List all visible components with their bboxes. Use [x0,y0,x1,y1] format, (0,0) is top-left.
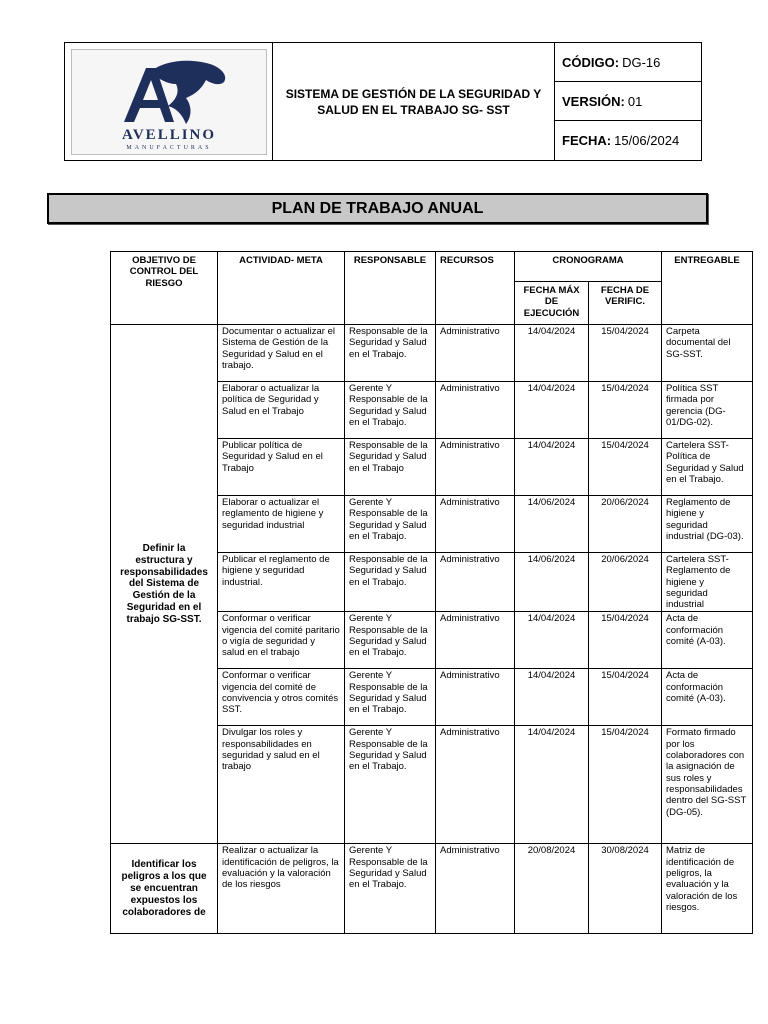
recursos-cell: Administrativo [436,844,515,934]
header-entregable: ENTREGABLE [662,252,753,325]
objetivo-cell: Identificar los peligros a los que se encuentran expuestos los colaboradores de [111,844,218,934]
recursos-cell: Administrativo [436,496,515,553]
table-row [111,844,753,934]
work-plan-table [110,251,753,934]
header-fecha-verif: FECHA DE VERIFIC. [589,282,662,325]
actividad-cell: Divulgar los roles y responsabilidades en seguridad y salud en el trabajo [218,726,345,844]
responsable-cell: Gerente Y Responsable de la Seguridad y Salud en el Trabajo. [345,844,436,934]
fecha-max-cell: 14/04/2024 [515,439,589,496]
header-actividad: ACTIVIDAD- META [218,252,345,325]
responsable-cell: Gerente Y Responsable de la Seguridad y Salud en el Trabajo. [345,382,436,439]
recursos-cell: Administrativo [436,439,515,496]
codigo-value: DG-16 [622,54,661,70]
fecha-verif-cell: 20/06/2024 [589,553,662,612]
version-label: VERSIÓN: [562,93,625,109]
table-row [111,325,753,382]
fecha-verif-cell: 15/04/2024 [589,669,662,726]
horse-logo-icon [72,50,266,154]
entregable-cell: Matriz de identificación de peligros, la evaluación y la valoración de los riesgos. [662,844,753,934]
recursos-cell: Administrativo [436,325,515,382]
actividad-cell: Publicar el reglamento de higiene y seguridad industrial. [218,553,345,612]
actividad-cell: Realizar o actualizar la identificación de peligros, la evaluación y la valoración de los riesgos [218,844,345,934]
entregable-cell: Carpeta documental del SG-SST. [662,325,753,382]
version-row [555,82,701,121]
entregable-cell: Acta de conformación comité (A-03). [662,669,753,726]
header-cronograma: CRONOGRAMA [515,252,662,282]
fecha-max-cell: 14/06/2024 [515,553,589,612]
actividad-cell: Elaborar o actualizar la política de Seguridad y Salud en el Trabajo [218,382,345,439]
codigo-row [555,43,701,82]
fecha-verif-cell: 20/06/2024 [589,496,662,553]
recursos-cell: Administrativo [436,553,515,612]
recursos-cell: Administrativo [436,612,515,669]
logo-text: AVELLINO [121,127,217,143]
codigo-label: CÓDIGO: [562,54,620,70]
entregable-cell: Cartelera SST-Política de Seguridad y Salud en el Trabajo. [662,439,753,496]
fecha-max-cell: 14/04/2024 [515,612,589,669]
logo-cell [65,43,273,160]
fecha-verif-cell: 15/04/2024 [589,439,662,496]
fecha-max-cell: 14/04/2024 [515,325,589,382]
recursos-cell: Administrativo [436,382,515,439]
responsable-cell: Responsable de la Seguridad y Salud en el Trabajo. [345,553,436,612]
fecha-verif-cell: 15/04/2024 [589,382,662,439]
actividad-cell: Documentar o actualizar el Sistema de Gestión de la Seguridad y Salud en el trabajo. [218,325,345,382]
fecha-verif-cell: 15/04/2024 [589,612,662,669]
responsable-cell: Gerente Y Responsable de la Seguridad y Salud en el Trabajo. [345,726,436,844]
header-recursos: RECURSOS [436,252,515,325]
fecha-row [555,121,701,160]
actividad-cell: Conformar o verificar vigencia del comité paritario o vigía de seguridad y salud en el trabajo [218,612,345,669]
fecha-value: 15/06/2024 [614,133,680,148]
entregable-cell: Reglamento de higiene y seguridad industrial (DG-03). [662,496,753,553]
fecha-max-cell: 20/08/2024 [515,844,589,934]
responsable-cell: Responsable de la Seguridad y Salud en el Trabajo. [345,325,436,382]
fecha-verif-cell: 15/04/2024 [589,325,662,382]
table-body [111,325,753,934]
responsable-cell: Gerente Y Responsable de la Seguridad y Salud en el Trabajo. [345,496,436,553]
actividad-cell: Publicar política de Seguridad y Salud en el Trabajo [218,439,345,496]
header-fecha-max: FECHA MÁX DE EJECUCIÓN [515,282,589,325]
document-header [64,42,702,161]
entregable-cell: Formato firmado por los colaboradores con la asignación de sus roles y responsabilidades dentro del SG-SST (DG-05). [662,726,753,844]
responsable-cell: Gerente Y Responsable de la Seguridad y Salud en el Trabajo. [345,612,436,669]
actividad-cell: Conformar o verificar vigencia del comité de convivencia y otros comités SST. [218,669,345,726]
entregable-cell: Cartelera SST-Reglamento de higiene y seguridad industrial [662,553,753,612]
fecha-max-cell: 14/04/2024 [515,382,589,439]
recursos-cell: Administrativo [436,726,515,844]
fecha-max-cell: 14/04/2024 [515,726,589,844]
fecha-max-cell: 14/06/2024 [515,496,589,553]
document-meta [555,43,701,160]
actividad-cell: Elaborar o actualizar el reglamento de higiene y seguridad industrial [218,496,345,553]
entregable-cell: Acta de conformación comité (A-03). [662,612,753,669]
plan-title: PLAN DE TRABAJO ANUAL [47,193,708,224]
responsable-cell: Responsable de la Seguridad y Salud en el Trabajo [345,439,436,496]
fecha-verif-cell: 15/04/2024 [589,726,662,844]
version-value: 01 [627,93,643,109]
company-logo [71,49,267,155]
fecha-label: FECHA: [562,133,612,148]
entregable-cell: Política SST firmada por gerencia (DG-01/DG-02). [662,382,753,439]
recursos-cell: Administrativo [436,669,515,726]
logo-subtext: MANUFACTURAS [126,145,212,151]
responsable-cell: Gerente Y Responsable de la Seguridad y Salud en el Trabajo. [345,669,436,726]
header-objetivo: OBJETIVO DE CONTROL DEL RIESGO [111,252,218,325]
fecha-verif-cell: 30/08/2024 [589,844,662,934]
header-responsable: RESPONSABLE [345,252,436,325]
system-title: SISTEMA DE GESTIÓN DE LA SEGURIDAD Y SALUD EN EL TRABAJO SG- SST [273,43,555,160]
fecha-max-cell: 14/04/2024 [515,669,589,726]
objetivo-cell: Definir la estructura y responsabilidades del Sistema de Gestión de la Seguridad en el trabajo SG-SST. [111,325,218,844]
